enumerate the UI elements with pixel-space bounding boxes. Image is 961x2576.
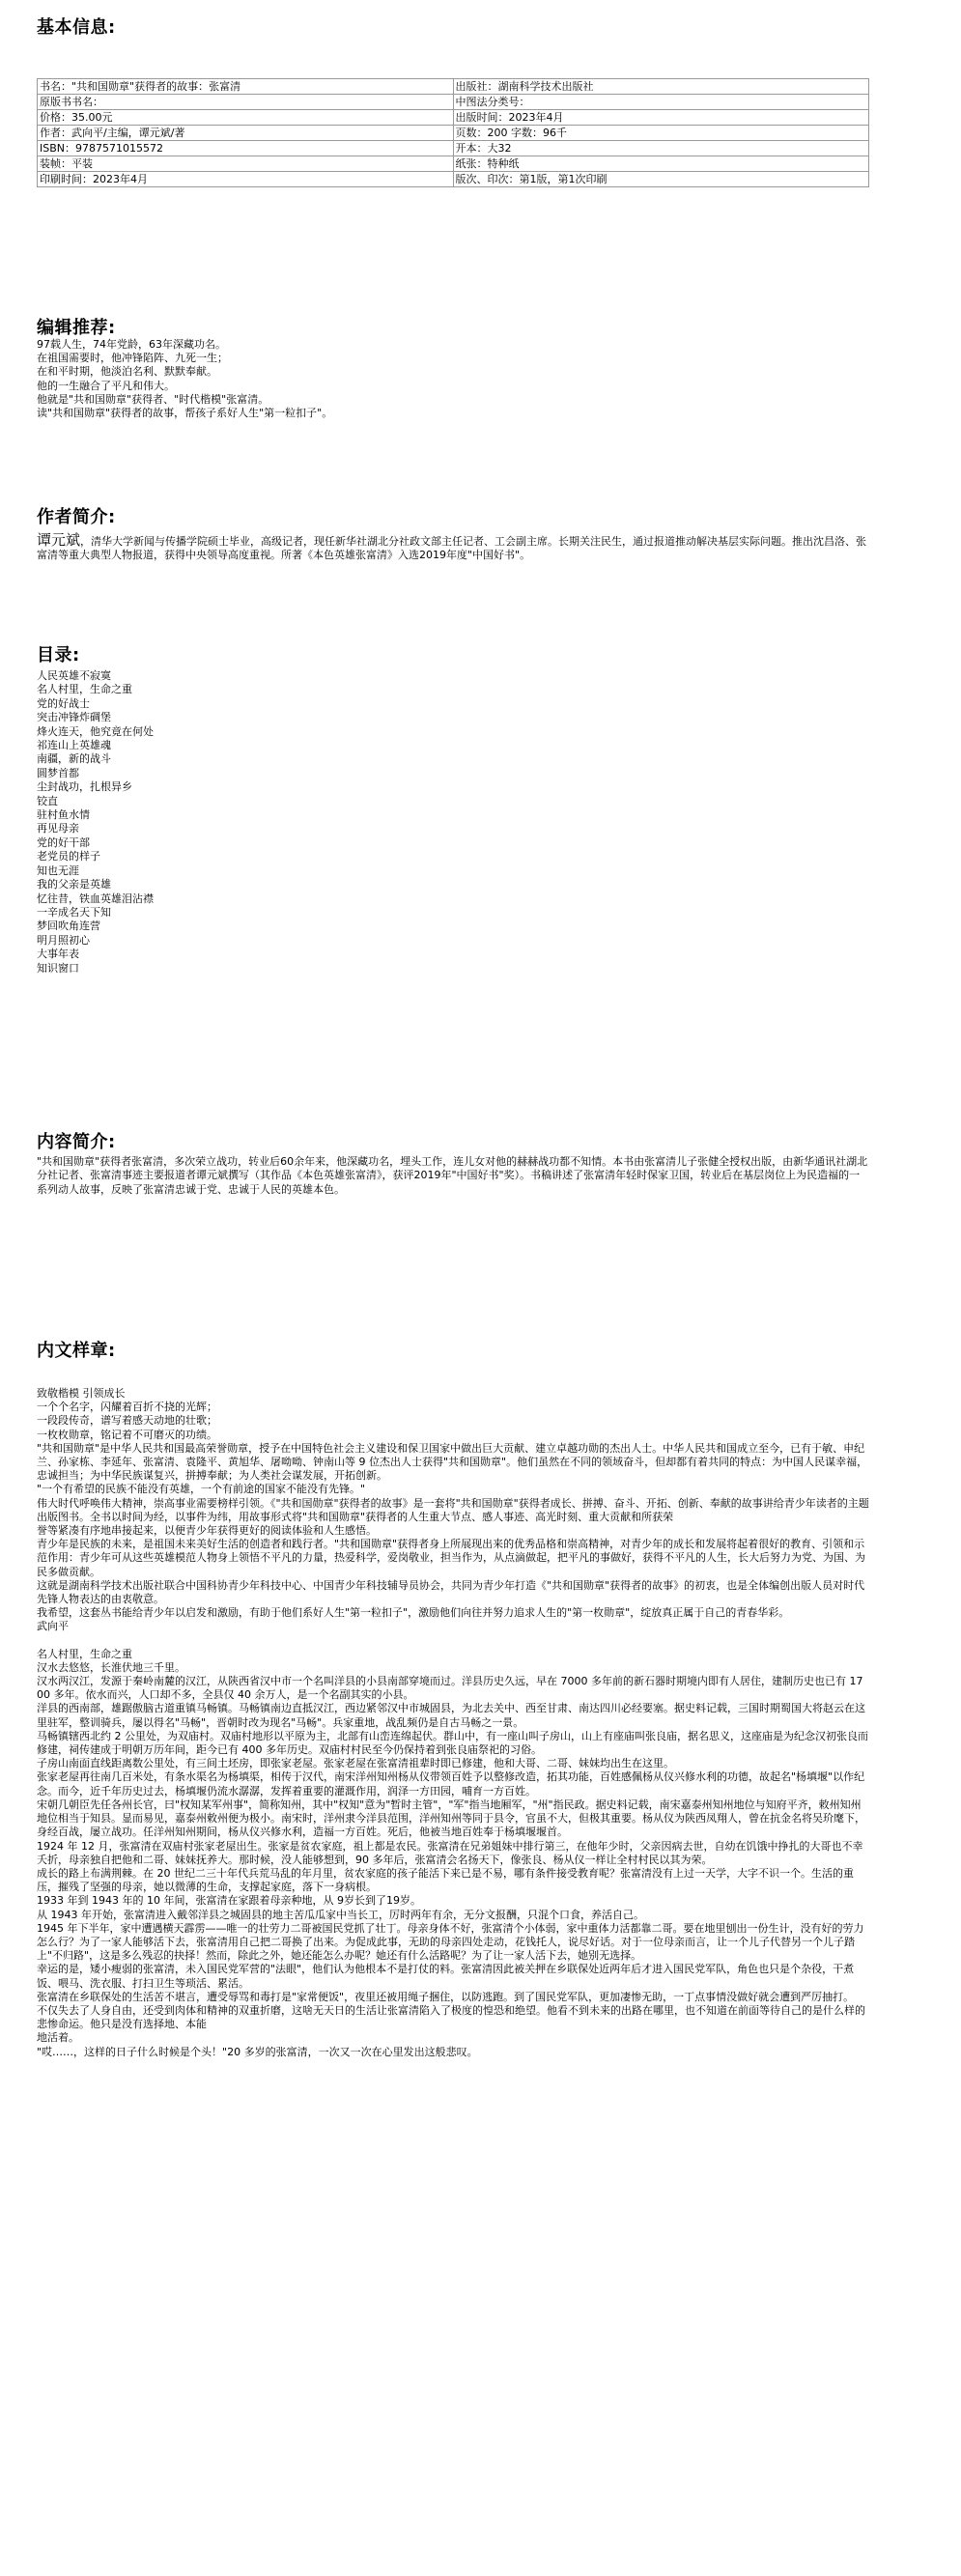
excerpt-paragraph: 一段段传奇，谱写着感天动地的壮歌； (37, 1414, 217, 1428)
info-cell: 开本：大32 (453, 141, 869, 156)
toc-item: 圆梦首都 (37, 766, 79, 779)
toc-item: 忆往昔，铁血英雄泪沾襟 (37, 892, 154, 905)
recommend-line: 他就是"共和国勋章"获得者、"时代楷模"张富清。 (37, 392, 269, 406)
excerpt-paragraph: 张富清在乡联保处的生活苦不堪言，遭受辱骂和毒打是"家常便饭"，夜里还被用绳子捆住，以防逃跑。到了国民党军队，更加凄惨无助，一丁点事情没做好就会遭到严厉抽打。 (37, 1990, 855, 2003)
toc-item: 知也无涯 (37, 863, 79, 877)
toc-item: 驻村鱼水情 (37, 808, 90, 822)
excerpt-paragraph: "一个有希望的民族不能没有英雄，一个有前途的国家不能没有先锋。" (37, 1483, 366, 1496)
info-cell: 纸张：特种纸 (453, 156, 869, 172)
toc-list (37, 669, 154, 976)
info-row (38, 141, 869, 156)
recommend-line: 他的一生融合了平凡和伟大。 (37, 379, 175, 392)
editor-recommend-text (37, 338, 332, 420)
excerpt-paragraph: 我希望，这套丛书能给青少年以启发和激励，有助于他们系好人生"第一粒扣子"，激励他们向往并努力追求人生的"第一枚勋章"，绽放真正属于自己的青春华彩。 (37, 1606, 790, 1620)
excerpt-paragraph: "哎……，这样的日子什么时候是个头！"20 多岁的张富清，一次又一次在心里发出这般悲叹。 (37, 2045, 478, 2058)
basic-info-heading: 基本信息: (37, 17, 116, 38)
excerpt-paragraph (37, 1634, 869, 1648)
toc-item: 大事年表 (37, 948, 79, 961)
info-row (38, 172, 869, 187)
recommend-line: 97载人生，74年党龄，63年深藏功名。 (37, 338, 226, 351)
excerpt-paragraph: 从 1943 年开始，张富清进入戴邻洋县之城固县的地主苦瓜瓜家中当长工，厉时两年有余，无分文报酬，只混个口食，养活自己。 (37, 1908, 644, 1921)
excerpt-paragraph: 一枚枚勋章，铭记着不可磨灭的功绩。 (37, 1428, 217, 1441)
toc-item: 烽火连天，他究竟在何处 (37, 724, 154, 738)
info-cell: 出版社：湖南科学技术出版社 (453, 79, 869, 95)
info-cell: 书名："共和国勋章"获得者的故事：张富清 (38, 79, 454, 95)
toc-heading: 目录: (37, 645, 80, 665)
excerpt-paragraph: "共和国勋章"是中华人民共和国最高荣誉勋章，授予在中国特色社会主义建设和保卫国家中做出巨大贡献、建立卓越功勋的杰出人士。中华人民共和国成立至今，已有于敏、申纪兰、孙家栋、李延年、张富清、袁隆平、黄旭华、屠呦呦、钟南山等 9 位杰出人士获得"共和国勋章"。他们虽然在不同的领域奋斗，但却都有着共同的特点：为中国人民谋幸福，忠诚担当；为中华民族谋复兴，拼搏奉献；为人类社会谋发展，开拓创新。 (37, 1441, 868, 1483)
excerpt-paragraph: 伟大时代呼唤伟大精神，崇高事业需要榜样引领。《"共和国勋章"获得者的故事》是一套将"共和国勋章"获得者成长、拼搏、奋斗、开拓、创新、奉献的故事讲给青少年读者的主题出版图书。全书以时间为经，以事件为纬，用故事形式将"共和国勋章"获得者的人生重大节点、感人事迹、高光时刻、重大贡献和所获荣 (37, 1496, 869, 1523)
content-intro-heading: 内容简介: (37, 1132, 116, 1152)
recommend-line: 在祖国需要时，他冲锋陷阵、九死一生； (37, 352, 228, 365)
toc-item: 名人村里，生命之重 (37, 683, 132, 696)
author-intro-text (37, 533, 869, 563)
toc-item: 再见母亲 (37, 822, 79, 835)
toc-item: 我的父亲是英雄 (37, 878, 111, 892)
excerpt-paragraph: 武向平 (37, 1620, 69, 1633)
excerpt-paragraph: 子房山南面直线距离数公里处，有三间土坯房，即张家老屋。张家老屋在张富清祖辈时即已修建，他和大哥、二哥、妹妹均出生在这里。 (37, 1757, 674, 1770)
recommend-line: 在和平时期，他淡泊名利、默默奉献。 (37, 365, 217, 379)
toc-item: 尘封战功，扎根异乡 (37, 780, 132, 794)
excerpt-paragraph: 地活着。 (37, 2031, 79, 2045)
excerpt-paragraph: 1924 年 12 月，张富清在双庙村张家老屋出生。张家是贫农家庭，祖上都是农民。张富清在兄弟姐妹中排行第三，在他年少时，父亲因病去世，自幼在饥饿中挣扎的大哥也不幸夭折，母亲独自把他和二哥、妹妹抚养大。那时候，没人能够想到，90 多年后，张富清会名扬天下，像张良、杨从仪一样让全村村民以其为荣。 (37, 1839, 863, 1866)
excerpt-paragraph: 1933 年到 1943 年的 10 年间，张富清在家跟着母亲种地，从 9岁长到了19岁。 (37, 1894, 421, 1908)
excerpt-paragraph: 不仅失去了人身自由，还受到肉体和精神的双重折磨，这啥无天日的生活让张富清陷入了极度的惶恐和绝望。他看不到未来的出路在哪里，也不知道在前面等待自己的是什么样的悲惨命运。他只是没有选择地、本能 (37, 2003, 865, 2031)
toc-item: 南疆，新的战斗 (37, 752, 111, 766)
editor-recommend-heading: 编辑推荐: (37, 318, 116, 338)
toc-item: 老党员的样子 (37, 850, 100, 863)
excerpt-heading: 内文样章: (37, 1341, 116, 1361)
excerpt-paragraph: 成长的路上布满荆棘。在 20 世纪二三十年代兵荒马乱的年月里，贫农家庭的孩子能活下来已是不易，哪有条件接受教育呢？张富清没有上过一天学，大字不识一个。生活的重压，摧残了坚强的母亲，她以微薄的生命，支撑起家庭，落下一身病根。 (37, 1866, 854, 1894)
info-cell: 出版时间：2023年4月 (453, 110, 869, 126)
toc-item: 党的好战士 (37, 696, 90, 710)
excerpt-paragraph: 汉水去悠悠，长淮伏地三千里。 (37, 1660, 185, 1674)
excerpt-paragraph: 一个个名字，闪耀着百折不挠的光辉； (37, 1401, 217, 1414)
toc-item: 人民英雄不寂寞 (37, 669, 111, 682)
info-cell: 印刷时间：2023年4月 (38, 172, 454, 187)
excerpt-paragraph: 幸运的是，矮小瘦弱的张富清，未入国民党军营的"法眼"，他们认为他根本不是打仗的料。张富清因此被关押在乡联保处近两年后才进入国民党军队，角色也只是个杂役，干煮饭、喂马、洗衣服、打扫卫生等琐活、累活。 (37, 1963, 855, 1990)
info-cell: 页数：200 字数：96千 (453, 126, 869, 141)
author-name: 谭元斌 (37, 531, 81, 549)
info-cell: 作者：武向平/主编，谭元斌/著 (38, 126, 454, 141)
info-row (38, 79, 869, 95)
info-cell: 价格：35.00元 (38, 110, 454, 126)
author-intro-heading: 作者简介: (37, 507, 116, 527)
excerpt-paragraph: 致敬楷模 引领成长 (37, 1387, 126, 1400)
book-info-table (37, 78, 869, 187)
excerpt-paragraph: 洋县的西南部，雄踞傲脑古道重镇马畅镇。马畅镇南边直抵汉江，西边紧邻汉中市城固县，为北去关中、西至甘肃、南达四川必经要塞。据史料记载，三国时期蜀国大将赵云在这里驻军，整训骑兵，屡以得名"马畅"，晋朝时改为现名"马畅"。兵家重地，战乱频仍是自古马畅之一景。 (37, 1702, 865, 1729)
toc-item: 梦回吹角连营 (37, 920, 100, 933)
info-cell: 装帧：平装 (38, 156, 454, 172)
excerpt-paragraph: 名人村里，生命之重 (37, 1647, 132, 1660)
excerpt-paragraph: 马畅镇辖西北约 2 公里处，为双庙村。双庙村地形以平原为主，北部有山峦连绵起伏。群山中，有一座山叫子房山，山上有座庙叫张良庙，据名思义，这座庙是为纪念汉初张良而修建，祠传建成于明朝万历年间，距今已有 400 多年历史。双庙村村民至今仍保持着到张良庙祭祀的习俗。 (37, 1729, 868, 1757)
excerpt-paragraph: 汉水两汉江，发源于秦岭南麓的汉江，从陕西省汉中市一个名叫洋县的小县南部穿境而过。洋县历史久远，早在 7000 多年前的新石器时期境内即有人居住，建制历史也已有 1700 多年。依水而兴，人口却不多，全县仅 40 余万人，是一个名副其实的小县。 (37, 1675, 863, 1702)
author-bio: ，清华大学新闻与传播学院硕士毕业，高级记者，现任新华社湖北分社政文部主任记者、工会副主席。长期关注民生，通过报道推动解决基层实际问题。推出沈昌洛、张富清等重大典型人物报道，获得中央领导高度重视。所著《本色英雄张富清》入选2019年度"中国好书"。 (37, 535, 867, 562)
toc-item: 明月照初心 (37, 933, 90, 947)
excerpt-paragraph: 张家老屋再往南几百米处，有条水渠名为杨填渠，相传于汉代，南宋洋州知州杨从仪带领百姓予以整修改造，拓其功能，百姓感佩杨从仪兴修水利的功德，故起名"杨填堰"以作纪念。而今，近千年历史过去，杨填堰仍流水潺潺，发挥着重要的灌溉作用，润泽一方田园，哺育一方百姓。 (37, 1770, 865, 1798)
excerpt-paragraph: 这就是湖南科学技术出版社联合中国科协青少年科技中心、中国青少年科技辅导员协会，共同为青少年打造《"共和国勋章"获得者的故事》的初衷，也是全体编创出版人员对时代先锋人物表达的由衷敬意。 (37, 1578, 865, 1606)
toc-item: 祁连山上英雄魂 (37, 739, 111, 752)
content-intro-text: "共和国勋章"获得者张富清，多次荣立战功，转业后60余年来，他深藏功名，埋头工作，连儿女对他的赫赫战功都不知情。本书由张富清儿子张健全授权出版，由新华通讯社湖北分社记者、张富清事迹主要报道者谭元斌撰写（其作品《本色英雄张富清》，获评2019年"中国好书"奖）。书稿讲述了张富清年轻时保家卫国，转业后在基层岗位上为民造福的一系列动人故事，反映了张富清忠诚于党、忠诚于人民的英雄本色。 (37, 1155, 868, 1196)
info-cell: 原版书书名： (38, 95, 454, 110)
excerpt-paragraph: 青少年是民族的未来，是祖国未来美好生活的创造者和践行者。"共和国勋章"获得者身上所展现出来的优秀品格和崇高精神，对青少年的成长和发展将起着很好的教育、引领和示范作用：青少年可从这些英雄模范人物身上领悟不平凡的力量，热爱科学，爱岗敬业，担当作为，从点滴做起，把平凡的事做好，获得不平凡的人生，长大后努力为党、为国、为民多做贡献。 (37, 1538, 865, 1578)
info-row (38, 156, 869, 172)
info-cell: ISBN：9787571015572 (38, 141, 454, 156)
excerpt-paragraph: 誉等紧凑有序地串接起来，以便青少年获得更好的阅读体验和人生感悟。 (37, 1524, 377, 1538)
info-row (38, 110, 869, 126)
toc-item: 知识窗口 (37, 961, 79, 975)
info-row (38, 95, 869, 110)
info-row (38, 126, 869, 141)
info-cell: 中图法分类号： (453, 95, 869, 110)
excerpt-paragraph: 1945 年下半年，家中遭遇横天霹雳——唯一的壮劳力二哥被国民党抓了壮丁。母亲身体不好，张富清个小体弱，家中重体力活都靠二哥。要在地里刨出一份生计，没有好的劳力怎么行？为了一家人能够活下去，张富清用自己把二哥换了出来。为促成此事，无助的母亲四处走动，花钱托人，说尽好话。对于一位母亲而言，让一个儿子代替另一个儿子踏上"不归路"，这是多么残忍的抉择！然而，除此之外，她还能怎么办呢？她还有什么活路呢？为了让一家人活下去，她别无选择。 (37, 1921, 864, 1963)
toc-item: 铰直 (37, 794, 58, 807)
info-cell: 版次、印次：第1版，第1次印刷 (453, 172, 869, 187)
excerpt-text (37, 1387, 869, 2059)
recommend-line: 读"共和国勋章"获得者的故事，帮孩子系好人生"第一粒扣子"。 (37, 407, 333, 420)
toc-item: 一辛成名天下知 (37, 905, 111, 919)
toc-item: 突击冲锋炸碉堡 (37, 711, 111, 724)
toc-item: 党的好干部 (37, 835, 90, 849)
excerpt-paragraph: 宋朝几朝臣先任各州长官，曰"权知某军州事"，简称知州，其中"权知"意为"暂时主管"，"军"指当地厢军，"州"指民政。据史料记载，南宋嘉泰州知州地位与知府平齐，敕州知州地位相当于知县。显而易见，嘉泰州敕州便为极小。南宋时，洋州隶今洋县范围，洋州知州等同于县令，官虽不大，但极其重要。杨从仪为陕西凤翔人，曾在抗金名将吴玠麾下，身经百战，屡立战功。任洋州知州期间，杨从仪兴修水利，造福一方百姓。死后，他被当地百姓奉于杨填堰堰首。 (37, 1798, 865, 1839)
